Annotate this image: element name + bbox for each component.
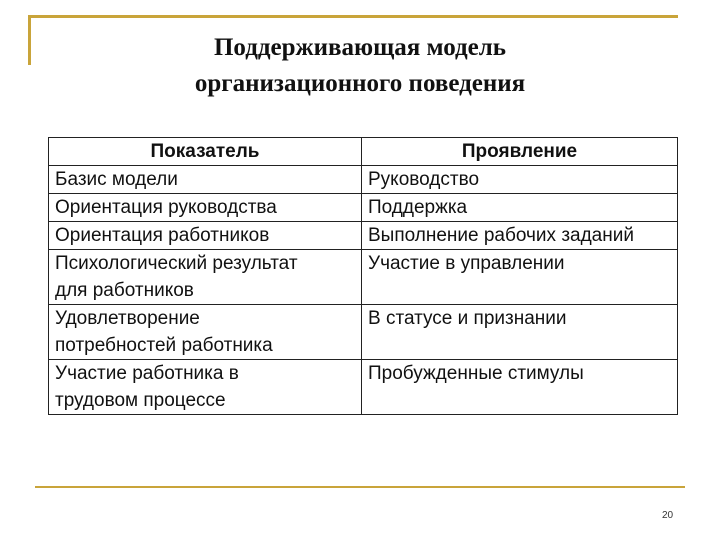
header-manifestation: Проявление	[362, 138, 678, 166]
indicator-text-line-1: Психологический результат	[55, 253, 298, 274]
indicator-cell	[49, 305, 362, 360]
indicator-text-line-2: трудовом процессе	[55, 390, 226, 411]
indicator-text: Базис модели	[55, 169, 178, 190]
manifestation-cell: Пробужденные стимулы	[362, 360, 678, 415]
table-row	[49, 360, 678, 415]
model-table	[48, 137, 678, 415]
table-row	[49, 250, 678, 305]
indicator-text-line-2: для работников	[55, 280, 194, 301]
indicator-text-line-2: потребностей работника	[55, 335, 273, 356]
title-line-2: организационного поведения	[194, 70, 526, 97]
header-indicator: Показатель	[49, 138, 362, 166]
indicator-text-line-1: Участие работника в	[55, 363, 239, 384]
slide-title	[60, 30, 660, 102]
table-header-row	[49, 138, 678, 166]
table-row	[49, 194, 678, 222]
indicator-text: Ориентация руководства	[55, 197, 277, 218]
manifestation-cell: Выполнение рабочих заданий	[362, 222, 678, 250]
title-line-1: Поддерживающая модель	[213, 34, 506, 61]
table-row	[49, 305, 678, 360]
bottom-accent-line	[35, 486, 685, 488]
manifestation-cell: Участие в управлении	[362, 250, 678, 305]
indicator-cell	[49, 360, 362, 415]
indicator-text: Ориентация работников	[55, 225, 270, 246]
indicator-cell	[49, 222, 362, 250]
table-row	[49, 222, 678, 250]
page-number: 20	[662, 510, 674, 521]
left-accent-line	[28, 15, 31, 65]
manifestation-cell: Руководство	[362, 166, 678, 194]
indicator-cell	[49, 166, 362, 194]
indicator-cell	[49, 194, 362, 222]
manifestation-cell: Поддержка	[362, 194, 678, 222]
top-accent-line	[28, 15, 678, 18]
indicator-cell	[49, 250, 362, 305]
indicator-text-line-1: Удовлетворение	[55, 308, 200, 329]
manifestation-cell: В статусе и признании	[362, 305, 678, 360]
table-row	[49, 166, 678, 194]
